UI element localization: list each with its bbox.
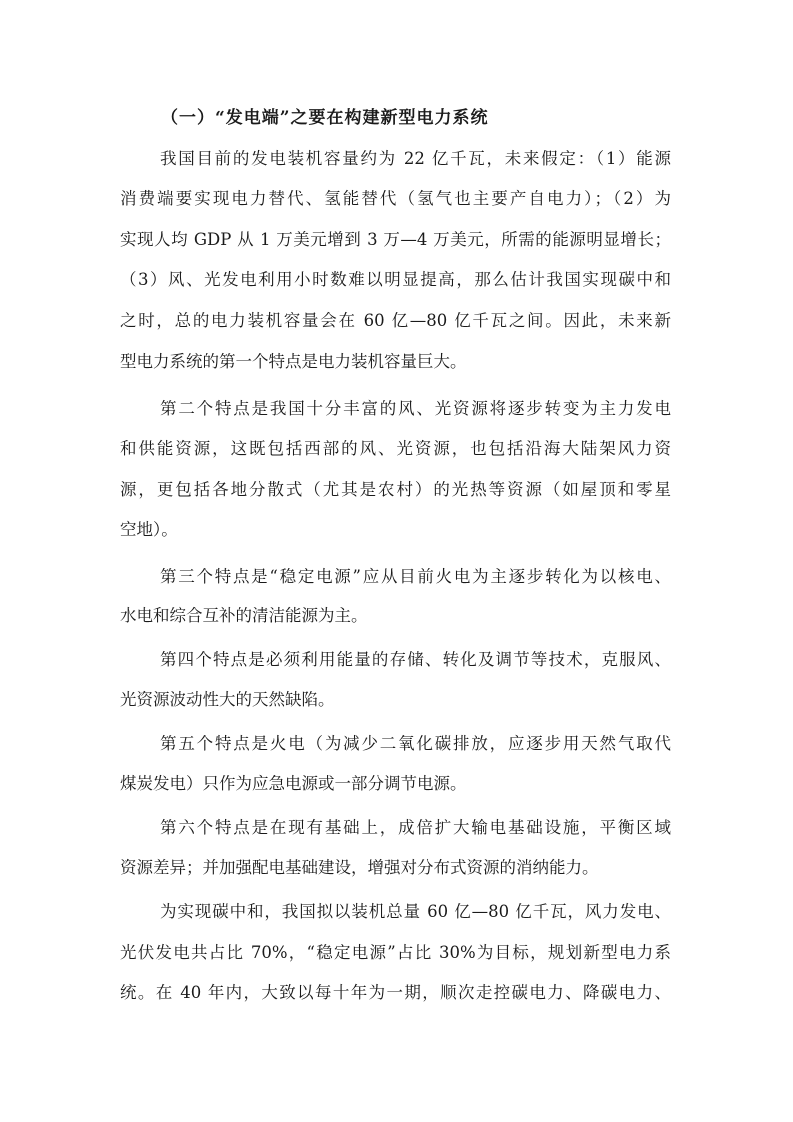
paragraph-1-line-6: 型电力系统的第一个特点是电力装机容量巨大。	[120, 352, 467, 371]
paragraph-1-line-2: 消费端要实现电力替代、氢能替代（氢气也主要产自电力）；（2）为	[120, 189, 671, 208]
paragraph-4-line-1: 第四个特点是必须利用能量的存储、转化及调节等技术，克服风、	[160, 650, 671, 669]
paragraph-5-line-1: 第五个特点是火电（为减少二氧化碳排放，应逐步用天然气取代	[160, 734, 671, 753]
paragraph-1-line-3: 实现人均 GDP 从 1 万美元增到 3 万—4 万美元，所需的能源明显增长；	[120, 230, 671, 249]
paragraph-4-line-2: 光资源波动性大的天然缺陷。	[120, 690, 335, 709]
paragraph-2-line-1: 第二个特点是我国十分丰富的风、光资源将逐步转变为主力发电	[160, 399, 671, 418]
paragraph-6-line-1: 第六个特点是在现有基础上，成倍扩大输电基础设施，平衡区域	[160, 818, 671, 837]
paragraph-1-line-4: （3）风、光发电利用小时数难以明显提高，那么估计我国实现碳中和	[120, 270, 671, 289]
paragraph-1-line-5: 之时，总的电力装机容量会在 60 亿—80 亿千瓦之间。因此，未来新	[120, 311, 671, 330]
paragraph-7-line-2: 光伏发电共占比 70%，“稳定电源”占比 30%为目标，规划新型电力系	[120, 943, 671, 962]
paragraph-5-line-2: 煤炭发电）只作为应急电源或一部分调节电源。	[120, 774, 467, 793]
paragraph-7-line-1: 为实现碳中和，我国拟以装机总量 60 亿—80 亿千瓦，风力发电、	[160, 902, 671, 921]
paragraph-3-line-1: 第三个特点是“稳定电源”应从目前火电为主逐步转化为以核电、	[160, 567, 671, 586]
paragraph-6-line-2: 资源差异；并加强配电基础建设，增强对分布式资源的消纳能力。	[120, 858, 599, 877]
paragraph-2-line-4: 空地）。	[120, 520, 178, 539]
paragraph-2-line-3: 源，更包括各地分散式（尤其是农村）的光热等资源（如屋顶和零星	[120, 480, 671, 499]
paragraph-2-line-2: 和供能资源，这既包括西部的风、光资源，也包括沿海大陆架风力资	[120, 439, 671, 458]
section-heading: （一）“发电端”之要在构建新型电力系统	[161, 108, 489, 128]
paragraph-7-line-3: 统。在 40 年内，大致以每十年为一期，顺次走控碳电力、降碳电力、	[120, 983, 671, 1002]
paragraph-1-line-1: 我国目前的发电装机容量约为 22 亿千瓦，未来假定：（1）能源	[160, 149, 671, 168]
paragraph-3-line-2: 水电和综合互补的清洁能源为主。	[120, 606, 368, 625]
